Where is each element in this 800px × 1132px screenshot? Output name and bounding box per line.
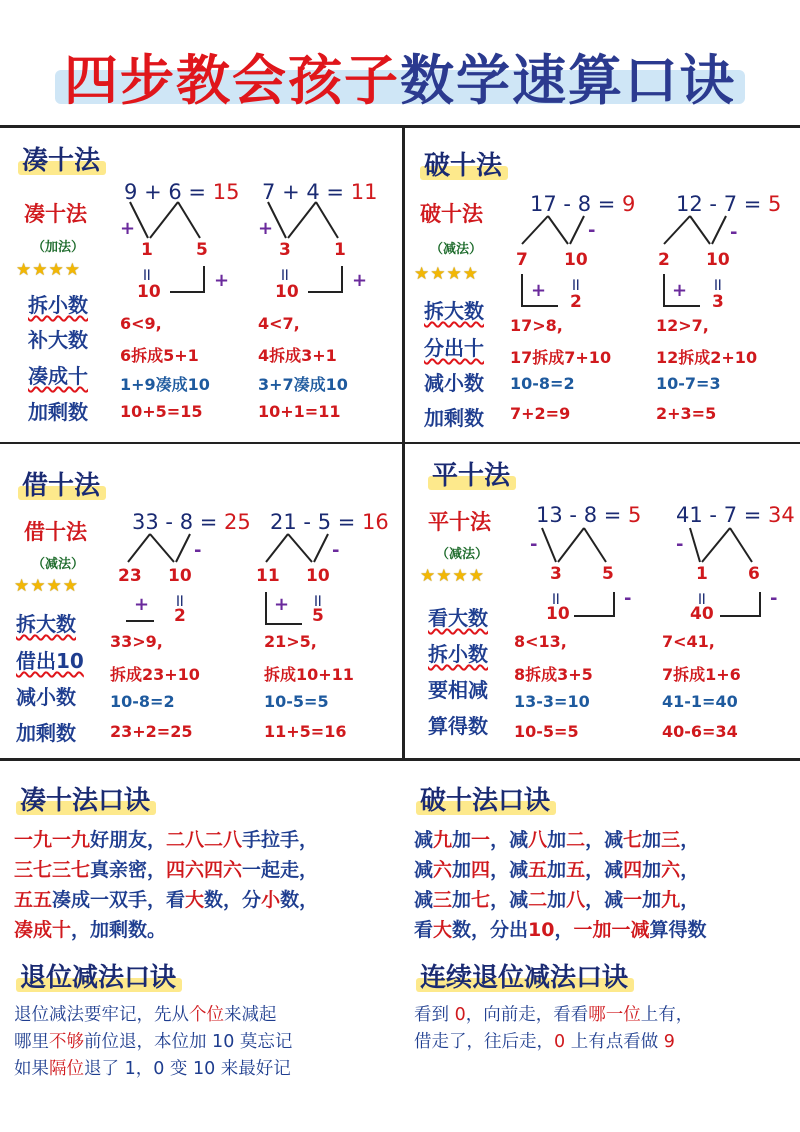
divider-middle <box>0 442 800 444</box>
explain-line-3: 10-7=3 <box>656 374 721 393</box>
rhyme-heading: 凑十法口诀 <box>20 780 150 817</box>
left-operator: + <box>258 218 274 239</box>
explain-line-1: 7<41, <box>662 632 715 651</box>
right-operator: - <box>194 540 202 561</box>
left-operator: - <box>530 534 538 555</box>
method-type: （减法） <box>430 242 483 257</box>
explain-line-1: 4<7, <box>258 314 300 333</box>
right-part: 10 <box>306 566 330 586</box>
right-part: 10 <box>706 250 730 270</box>
rhyme-text: 减九加一，减八加二，减七加三， 减六加四，减五加五，减四加六， 减三加七，减二加八，减一加九， 看大数，分出10，一加一减算得数 <box>414 829 707 941</box>
title-part2: 数学速算口诀 <box>400 49 736 112</box>
right-part: 1 <box>334 240 346 260</box>
section-heading: 借十法 <box>22 465 100 502</box>
equals-sign: ॥ <box>141 265 152 285</box>
right-operator: - <box>624 588 632 609</box>
explain-line-3: 10-5=5 <box>264 692 329 711</box>
equals-sign: ॥ <box>570 275 581 295</box>
left-operator: + <box>274 594 290 615</box>
left-operator: + <box>120 218 136 239</box>
explain-line-4: 7+2=9 <box>510 404 571 423</box>
step-3: 凑成十 <box>28 364 88 388</box>
method-type: （减法） <box>32 557 85 572</box>
equals-sign: ॥ <box>712 275 723 295</box>
equation: 21 - 5 = 16 <box>270 510 389 534</box>
difficulty-stars: ★★★★ <box>420 566 485 586</box>
left-part: 1 <box>141 240 153 260</box>
explain-line-1: 33>9, <box>110 632 163 651</box>
difficulty-stars: ★★★★ <box>14 576 79 596</box>
sum-result: 2 <box>570 292 582 312</box>
explain-line-4: 40-6=34 <box>662 722 738 741</box>
step-1: 拆小数 <box>28 293 88 317</box>
method-type: （加法） <box>32 240 85 255</box>
method-name: 破十法 <box>420 202 483 226</box>
explain-line-4: 23+2=25 <box>110 722 193 741</box>
equals-sign: ॥ <box>550 589 561 609</box>
step-2: 补大数 <box>28 328 88 352</box>
explain-line-2: 17拆成7+10 <box>510 348 612 367</box>
section-heading: 凑十法 <box>22 140 100 177</box>
right-operator: - <box>332 540 340 561</box>
difficulty-stars: ★★★★ <box>414 264 479 284</box>
left-operator: - <box>676 534 684 555</box>
step-4: 算得数 <box>428 714 488 738</box>
rhyme-heading: 连续退位减法口诀 <box>420 957 628 994</box>
explain-line-2: 8拆成3+5 <box>514 665 593 684</box>
equals-sign: ॥ <box>174 591 185 611</box>
equals-sign: ॥ <box>696 589 707 609</box>
divider-vertical <box>402 125 405 760</box>
step-3: 减小数 <box>424 371 484 395</box>
explain-line-1: 12>7, <box>656 316 709 335</box>
equals-sign: ॥ <box>312 591 323 611</box>
explain-line-3: 13-3=10 <box>514 692 590 711</box>
step-1: 拆大数 <box>16 612 76 636</box>
explain-line-3: 10-8=2 <box>110 692 175 711</box>
rhyme-heading: 退位减法口诀 <box>20 957 176 994</box>
method-name: 凑十法 <box>24 202 87 226</box>
rhyme-heading: 破十法口诀 <box>420 780 550 817</box>
divider-top <box>0 125 800 128</box>
right-operator: - <box>730 222 738 243</box>
left-operator: + <box>134 594 150 615</box>
explain-line-1: 21>5, <box>264 632 317 651</box>
equation: 17 - 8 = 9 <box>530 192 636 216</box>
explain-line-2: 4拆成3+1 <box>258 346 337 365</box>
step-3: 减小数 <box>16 685 76 709</box>
right-part: 5 <box>602 564 614 584</box>
left-part: 1 <box>696 564 708 584</box>
page-title <box>0 38 800 115</box>
explain-line-4: 11+5=16 <box>264 722 347 741</box>
right-part: 10 <box>564 250 588 270</box>
right-operator: - <box>588 220 596 241</box>
explain-line-3: 1+9凑成10 <box>120 375 210 394</box>
left-part: 3 <box>279 240 291 260</box>
explain-line-1: 6<9, <box>120 314 162 333</box>
step-2: 分出十 <box>424 336 484 360</box>
step-4: 加剩数 <box>28 400 88 424</box>
right-part: 6 <box>748 564 760 584</box>
section-heading: 平十法 <box>432 455 510 492</box>
step-2: 借出10 <box>16 649 84 673</box>
explain-line-3: 41-1=40 <box>662 692 738 711</box>
sum-result: 3 <box>712 292 724 312</box>
title-part1: 四步教会孩子 <box>64 49 400 112</box>
sum-result: 10 <box>275 282 299 302</box>
explain-line-3: 3+7凑成10 <box>258 375 348 394</box>
step-2: 拆小数 <box>428 642 488 666</box>
equation: 12 - 7 = 5 <box>676 192 782 216</box>
sum-result: 10 <box>137 282 161 302</box>
step-1: 拆大数 <box>424 299 484 323</box>
right-operator: + <box>214 270 230 291</box>
left-part: 7 <box>516 250 528 270</box>
equation: 33 - 8 = 25 <box>132 510 251 534</box>
explain-line-4: 10-5=5 <box>514 722 579 741</box>
sum-result: 40 <box>690 604 714 624</box>
left-operator: + <box>672 280 688 301</box>
explain-line-2: 6拆成5+1 <box>120 346 199 365</box>
explain-line-1: 8<13, <box>514 632 567 651</box>
sum-result: 2 <box>174 606 186 626</box>
explain-line-4: 2+3=5 <box>656 404 717 423</box>
method-name: 借十法 <box>24 520 87 544</box>
right-part: 5 <box>196 240 208 260</box>
equation: 7 + 4 = 11 <box>262 180 378 204</box>
rhyme-text: 退位减法要牢记，先从个位来减起 哪里不够前位退，本位加 10 莫忘记 如果隔位退了 1，0 变 10 来最好记 <box>14 1005 293 1079</box>
underline-mark <box>126 620 154 622</box>
rhyme-text: 一九一九好朋友，二八二八手拉手， 三七三七真亲密，四六四六一起走， 五五凑成一双手，看大数，分小数， 凑成十，加剩数。 <box>14 829 319 941</box>
method-type: （减法） <box>436 547 489 562</box>
explain-line-2: 拆成23+10 <box>110 665 200 684</box>
equals-sign: ॥ <box>279 265 290 285</box>
section-heading: 破十法 <box>424 145 502 182</box>
explain-line-4: 10+5=15 <box>120 402 203 421</box>
sum-result: 10 <box>546 604 570 624</box>
equation: 41 - 7 = 34 <box>676 503 795 527</box>
left-part: 23 <box>118 566 142 586</box>
step-4: 加剩数 <box>16 721 76 745</box>
explain-line-3: 10-8=2 <box>510 374 575 393</box>
right-operator: - <box>770 588 778 609</box>
explain-line-1: 17>8, <box>510 316 563 335</box>
explain-line-4: 10+1=11 <box>258 402 341 421</box>
step-1: 看大数 <box>428 606 488 630</box>
right-part: 10 <box>168 566 192 586</box>
difficulty-stars: ★★★★ <box>16 260 81 280</box>
explain-line-2: 拆成10+11 <box>264 665 354 684</box>
left-part: 11 <box>256 566 280 586</box>
left-part: 2 <box>658 250 670 270</box>
left-operator: + <box>531 280 547 301</box>
explain-line-2: 12拆成2+10 <box>656 348 758 367</box>
right-operator: + <box>352 270 368 291</box>
step-4: 加剩数 <box>424 406 484 430</box>
rhyme-text: 看到 0，向前走，看看哪一位上有， 借走了，往后走，0 上有点看做 9 <box>414 1005 694 1052</box>
equation: 9 + 6 = 15 <box>124 180 240 204</box>
explain-line-2: 7拆成1+6 <box>662 665 741 684</box>
left-part: 3 <box>550 564 562 584</box>
step-3: 要相减 <box>428 678 488 702</box>
method-name: 平十法 <box>428 510 491 534</box>
divider-bottom <box>0 758 800 761</box>
sum-result: 5 <box>312 606 324 626</box>
equation: 13 - 8 = 5 <box>536 503 642 527</box>
